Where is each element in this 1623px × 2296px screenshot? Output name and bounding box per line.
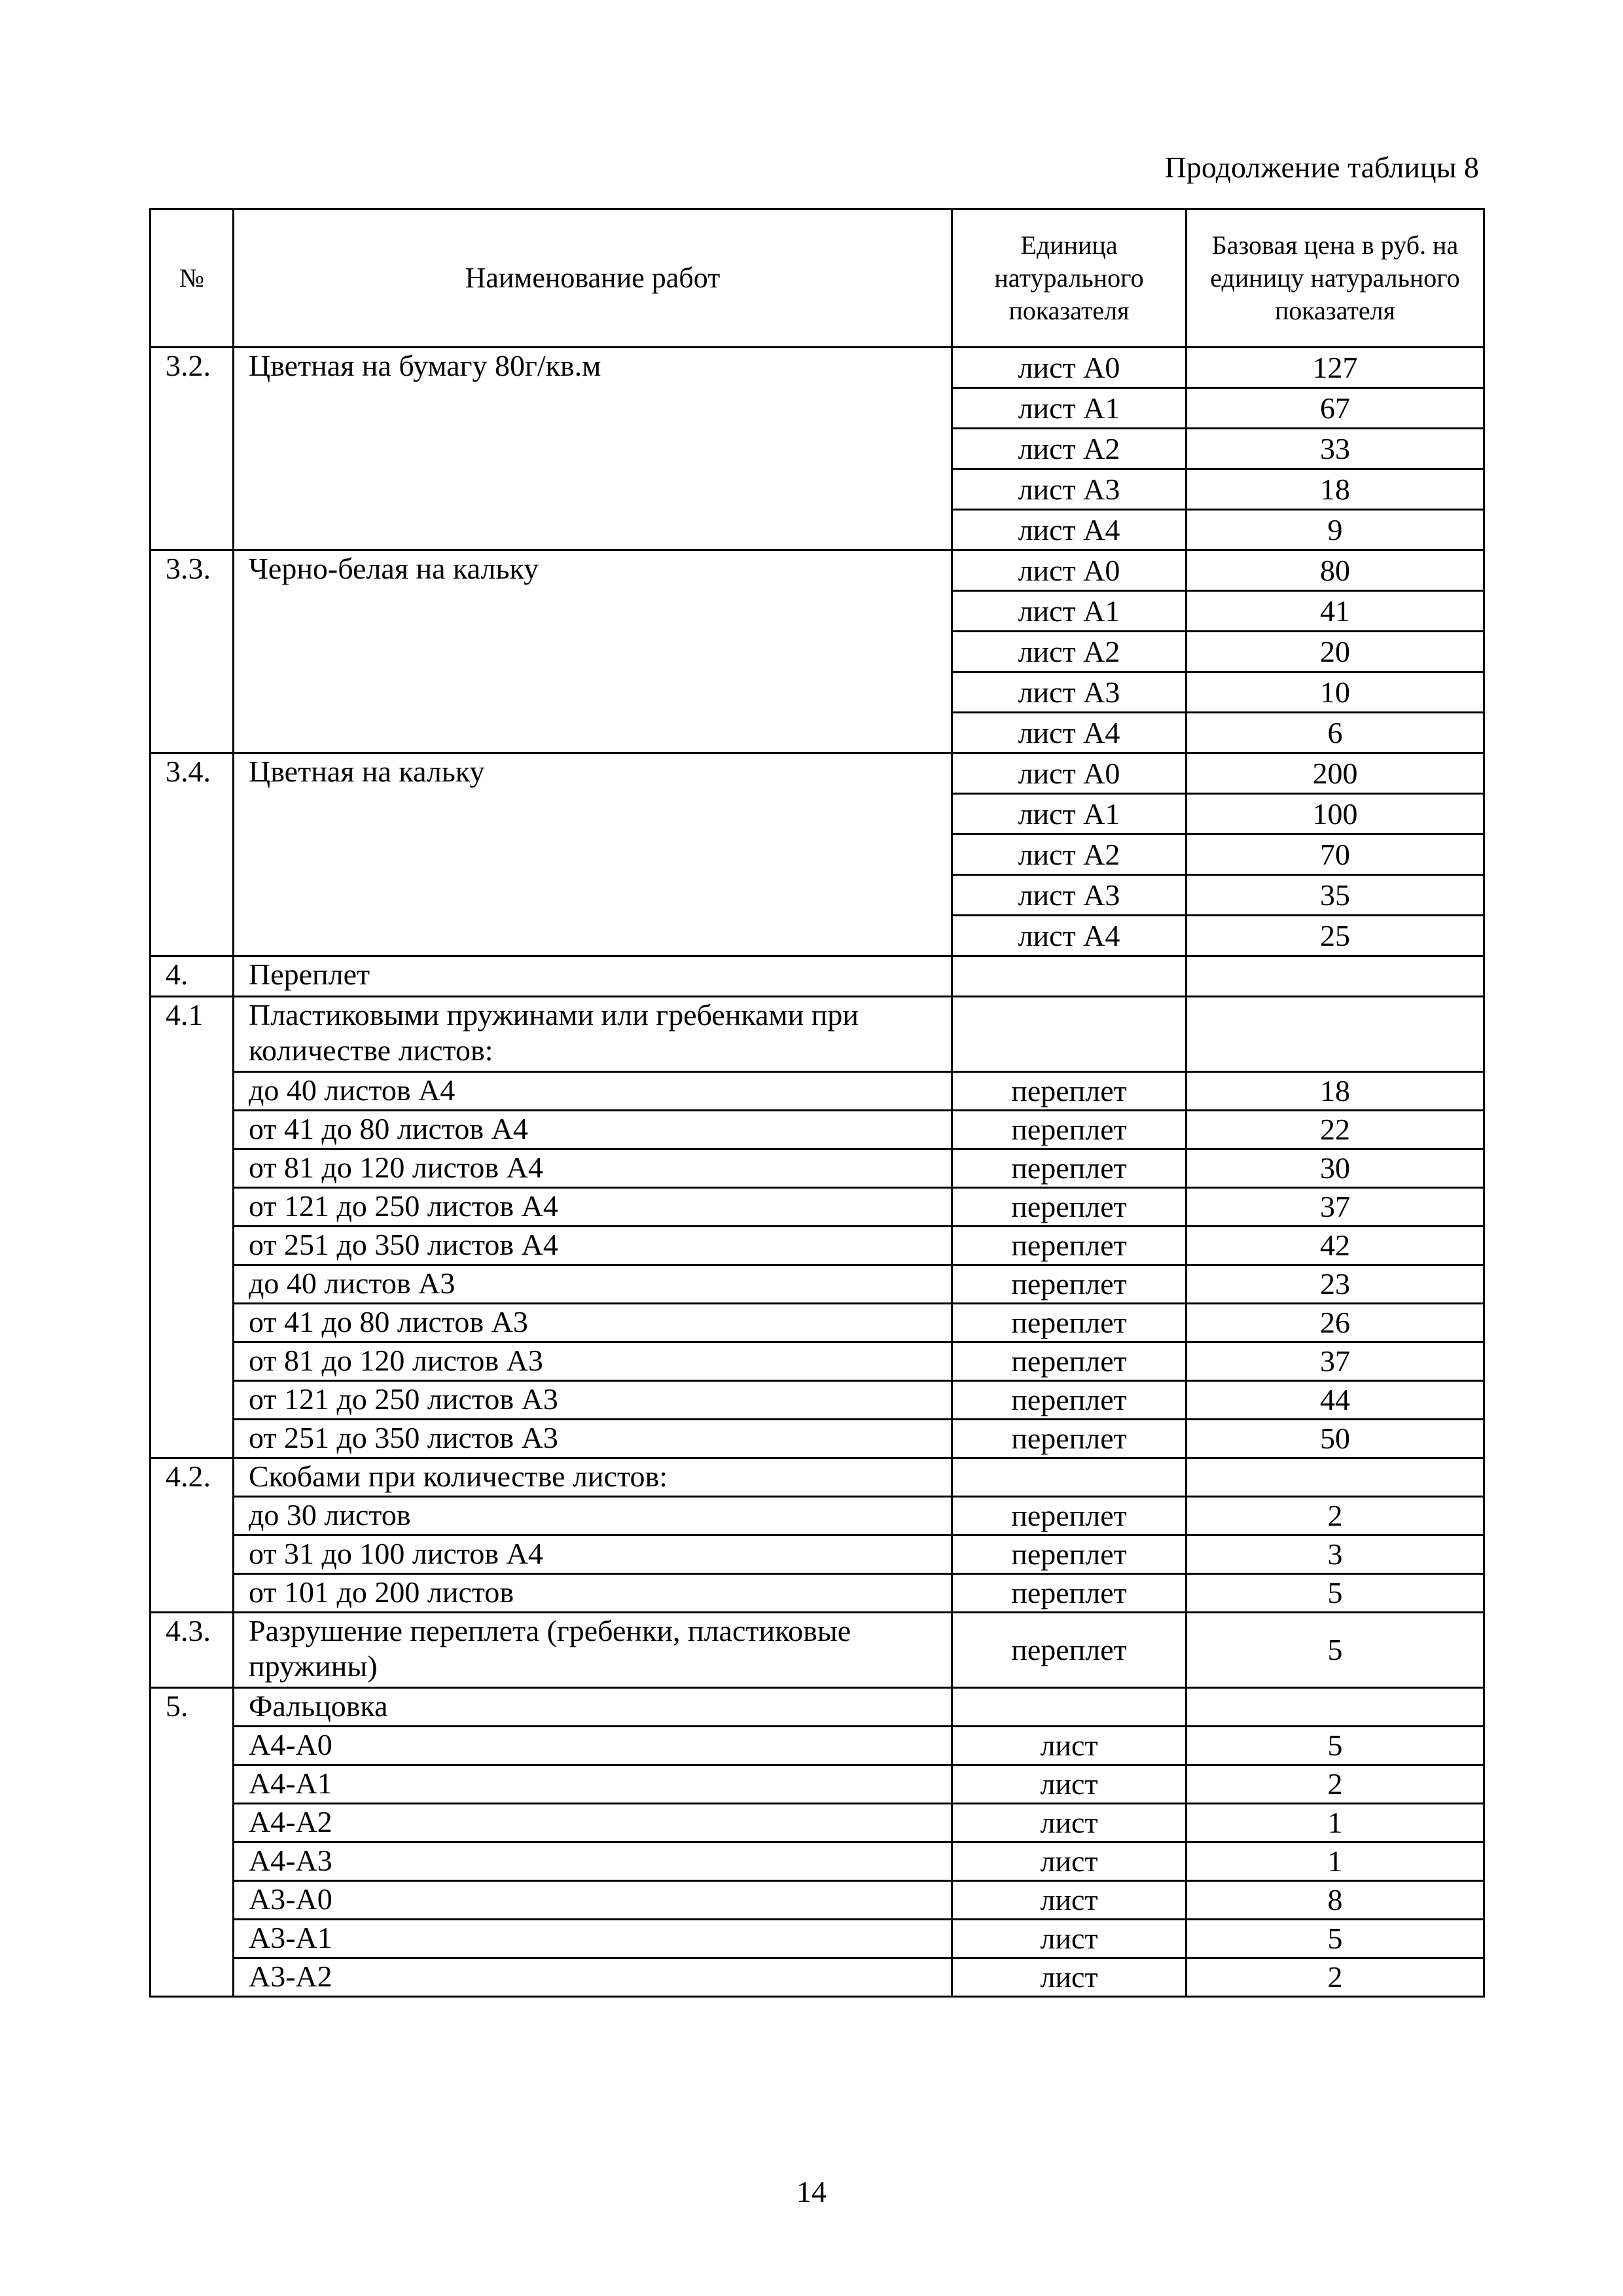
row-name: от 121 до 250 листов А3 [234, 1381, 952, 1420]
row-price: 9 [1186, 510, 1484, 550]
row-price: 35 [1186, 875, 1484, 916]
row-unit: лист А2 [952, 429, 1186, 469]
table-row [151, 348, 1484, 388]
row-unit: переплет [952, 1227, 1186, 1265]
page-number: 14 [796, 2175, 827, 2208]
row-name: Цветная на бумагу 80г/кв.м [234, 348, 952, 550]
table-row [151, 1765, 1484, 1804]
row-price: 70 [1186, 834, 1484, 875]
row-price: 23 [1186, 1265, 1484, 1304]
row-unit: лист А0 [952, 348, 1186, 388]
row-name: А3-А0 [234, 1881, 952, 1920]
row-unit: лист А0 [952, 753, 1186, 794]
row-unit: переплет [952, 1072, 1186, 1111]
row-price: 26 [1186, 1304, 1484, 1342]
row-unit: переплет [952, 1342, 1186, 1381]
row-price: 18 [1186, 469, 1484, 510]
row-unit: лист А4 [952, 510, 1186, 550]
row-unit: лист А1 [952, 794, 1186, 834]
row-unit [952, 1458, 1186, 1497]
row-number: 3.4. [151, 753, 234, 956]
header-num: № [151, 209, 234, 348]
row-name: А3-А2 [234, 1958, 952, 1997]
row-unit: переплет [952, 1535, 1186, 1574]
row-unit: лист [952, 1842, 1186, 1881]
row-name: А4-А3 [234, 1842, 952, 1881]
row-unit: лист [952, 1727, 1186, 1765]
row-name: от 121 до 250 листов А4 [234, 1188, 952, 1227]
row-name: Пластиковыми пружинами или гребенками при количестве листов: [234, 997, 952, 1072]
table-row [151, 1574, 1484, 1613]
table-row [151, 997, 1484, 1072]
table-row [151, 1420, 1484, 1458]
row-name: от 251 до 350 листов А4 [234, 1227, 952, 1265]
row-name: от 81 до 120 листов А3 [234, 1342, 952, 1381]
row-unit: лист А2 [952, 632, 1186, 672]
row-price: 127 [1186, 348, 1484, 388]
row-name: А3-А1 [234, 1920, 952, 1958]
row-unit: лист [952, 1765, 1186, 1804]
row-unit: лист [952, 1804, 1186, 1842]
header-name: Наименование работ [234, 209, 952, 348]
row-price: 5 [1186, 1574, 1484, 1613]
row-price [1186, 1688, 1484, 1727]
table-row [151, 1188, 1484, 1227]
table-row [151, 1072, 1484, 1111]
table-row [151, 753, 1484, 794]
row-price: 1 [1186, 1842, 1484, 1881]
table-row [151, 1342, 1484, 1381]
row-price: 5 [1186, 1920, 1484, 1958]
row-unit: переплет [952, 1381, 1186, 1420]
row-price: 2 [1186, 1765, 1484, 1804]
row-price: 22 [1186, 1111, 1484, 1149]
row-price: 2 [1186, 1958, 1484, 1997]
row-price: 1 [1186, 1804, 1484, 1842]
table-row [151, 1613, 1484, 1688]
row-name: Цветная на кальку [234, 753, 952, 956]
row-name: от 41 до 80 листов А3 [234, 1304, 952, 1342]
table-row [151, 1881, 1484, 1920]
row-price: 67 [1186, 388, 1484, 429]
row-name: Фальцовка [234, 1688, 952, 1727]
table-row [151, 1497, 1484, 1535]
row-name: А4-А1 [234, 1765, 952, 1804]
row-number: 5. [151, 1688, 234, 1997]
header-price: Базовая цена в руб. на единицу натурального показателя [1186, 209, 1484, 348]
row-unit: лист А0 [952, 550, 1186, 591]
table-row [151, 1535, 1484, 1574]
table-row [151, 1920, 1484, 1958]
row-price: 42 [1186, 1227, 1484, 1265]
row-name: от 41 до 80 листов А4 [234, 1111, 952, 1149]
row-unit: лист А3 [952, 672, 1186, 713]
row-name: Разрушение переплета (гребенки, пластиковые пружины) [234, 1613, 952, 1688]
row-unit: лист А4 [952, 916, 1186, 956]
table-row [151, 1804, 1484, 1842]
row-price: 6 [1186, 713, 1484, 753]
row-unit: лист А1 [952, 591, 1186, 632]
table-header-row [151, 209, 1484, 348]
row-unit: лист [952, 1920, 1186, 1958]
row-price: 18 [1186, 1072, 1484, 1111]
row-price: 100 [1186, 794, 1484, 834]
row-price: 2 [1186, 1497, 1484, 1535]
table-row [151, 1842, 1484, 1881]
row-name: Скобами при количестве листов: [234, 1458, 952, 1497]
row-unit: лист А4 [952, 713, 1186, 753]
row-price: 30 [1186, 1149, 1484, 1188]
row-name: от 101 до 200 листов [234, 1574, 952, 1613]
row-price: 200 [1186, 753, 1484, 794]
table-row [151, 956, 1484, 997]
row-unit: переплет [952, 1188, 1186, 1227]
row-name: Переплет [234, 956, 952, 997]
table-row [151, 1304, 1484, 1342]
row-price: 3 [1186, 1535, 1484, 1574]
row-unit [952, 997, 1186, 1072]
row-unit: лист [952, 1958, 1186, 1997]
row-price [1186, 956, 1484, 997]
row-unit: переплет [952, 1304, 1186, 1342]
table-row [151, 1958, 1484, 1997]
row-price [1186, 1458, 1484, 1497]
row-unit: лист А3 [952, 469, 1186, 510]
row-price: 10 [1186, 672, 1484, 713]
row-price: 41 [1186, 591, 1484, 632]
row-price: 5 [1186, 1613, 1484, 1688]
table-row [151, 1111, 1484, 1149]
row-name: до 30 листов [234, 1497, 952, 1535]
price-table [149, 208, 1485, 1998]
row-unit: переплет [952, 1613, 1186, 1688]
row-price: 37 [1186, 1188, 1484, 1227]
row-price [1186, 997, 1484, 1072]
table-row [151, 1265, 1484, 1304]
row-unit: лист А2 [952, 834, 1186, 875]
row-name: до 40 листов А3 [234, 1265, 952, 1304]
row-unit: переплет [952, 1265, 1186, 1304]
row-unit: переплет [952, 1497, 1186, 1535]
row-name: от 31 до 100 листов А4 [234, 1535, 952, 1574]
row-price: 44 [1186, 1381, 1484, 1420]
row-price: 80 [1186, 550, 1484, 591]
table-caption: Продолжение таблицы 8 [1164, 151, 1479, 184]
row-number: 4. [151, 956, 234, 997]
row-number: 4.2. [151, 1458, 234, 1613]
row-name: от 81 до 120 листов А4 [234, 1149, 952, 1188]
row-number: 3.2. [151, 348, 234, 550]
row-unit: лист [952, 1881, 1186, 1920]
table-row [151, 1727, 1484, 1765]
table-row [151, 1458, 1484, 1497]
row-name: А4-А0 [234, 1727, 952, 1765]
row-unit [952, 956, 1186, 997]
row-name: до 40 листов А4 [234, 1072, 952, 1111]
row-price: 5 [1186, 1727, 1484, 1765]
row-number: 4.1 [151, 997, 234, 1458]
row-unit: переплет [952, 1574, 1186, 1613]
table-row [151, 1688, 1484, 1727]
table-row [151, 550, 1484, 591]
row-name: от 251 до 350 листов А3 [234, 1420, 952, 1458]
header-unit: Единица натурального показателя [952, 209, 1186, 348]
row-price: 8 [1186, 1881, 1484, 1920]
table-row [151, 1149, 1484, 1188]
row-unit: переплет [952, 1420, 1186, 1458]
row-price: 20 [1186, 632, 1484, 672]
row-unit: переплет [952, 1111, 1186, 1149]
row-unit: лист А1 [952, 388, 1186, 429]
row-unit: переплет [952, 1149, 1186, 1188]
row-price: 25 [1186, 916, 1484, 956]
row-name: Черно-белая на кальку [234, 550, 952, 753]
table-row [151, 1381, 1484, 1420]
row-name: А4-А2 [234, 1804, 952, 1842]
table-row [151, 1227, 1484, 1265]
row-price: 37 [1186, 1342, 1484, 1381]
row-number: 3.3. [151, 550, 234, 753]
row-price: 50 [1186, 1420, 1484, 1458]
row-unit [952, 1688, 1186, 1727]
row-unit: лист А3 [952, 875, 1186, 916]
row-number: 4.3. [151, 1613, 234, 1688]
row-price: 33 [1186, 429, 1484, 469]
